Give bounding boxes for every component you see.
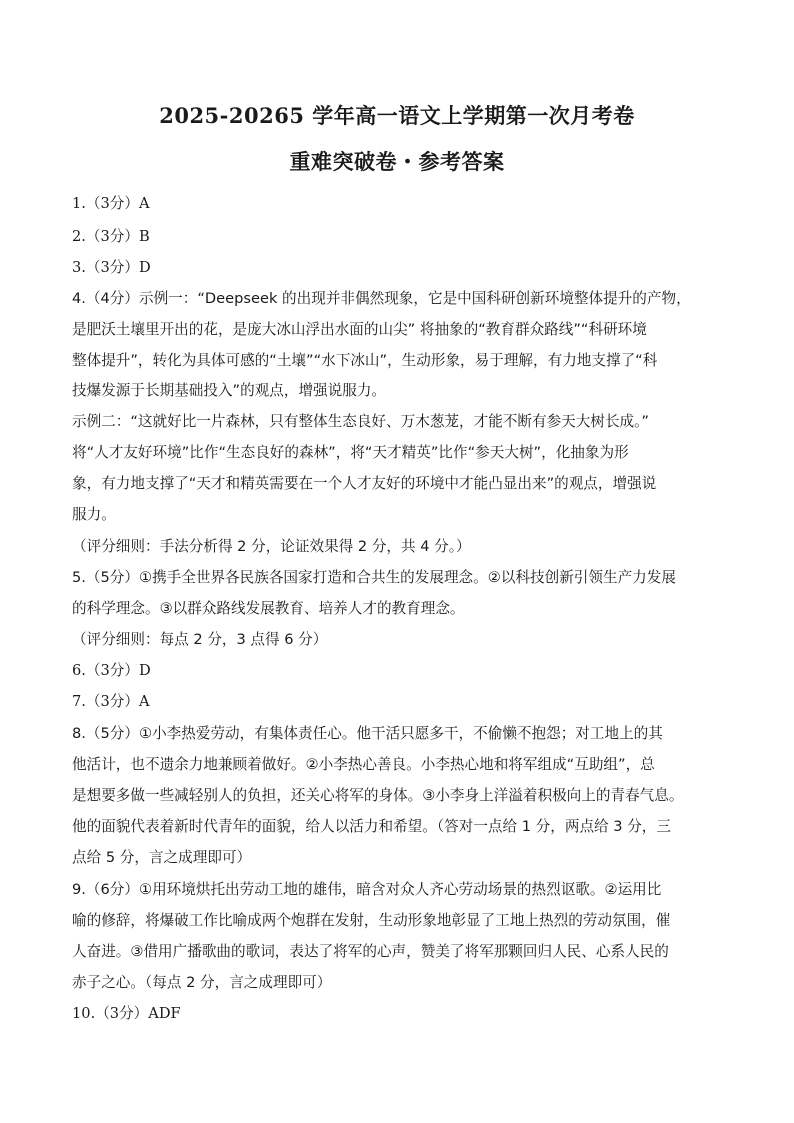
answer-9-line: 喻的修辞，将爆破工作比喻成两个炮群在发射，生动形象地彰显了工地上热烈的劳动氛围，催	[72, 912, 671, 929]
answer-4-line: 4.（4分）示例一：“Deepseek 的出现并非偶然现象，它是中国科研创新环境整体提升的产物，	[72, 290, 691, 307]
document-subtitle: 重难突破卷・参考答案	[289, 149, 505, 174]
answer-8-line: 8.（5分）①小李热爱劳动，有集体责任心。他干活只愿多干，不偷懒不抱怨；对工地上的其	[72, 725, 663, 742]
document-title: 2025-20265 学年高一语文上学期第一次月考卷	[159, 103, 635, 128]
answer-3: 3.（3分）D	[72, 259, 151, 276]
answer-10: 10.（3分）ADF	[72, 1005, 181, 1022]
answer-4-line: 整体提升”，转化为具体可感的“土壤”“水下冰山”，生动形象，易于理解，有力地支撑了“科	[72, 352, 658, 369]
answer-8-line: 点给 5 分，言之成理即可）	[72, 849, 252, 866]
answer-6: 6.（3分）D	[72, 662, 151, 679]
answer-4-scoring-note: （评分细则：手法分析得 2 分，论证效果得 2 分，共 4 分。）	[72, 538, 471, 555]
answer-4-line: 是肥沃土壤里开出的花，是庞大冰山浮出水面的山尖” 将抽象的“教育群众路线”“科研环境	[72, 321, 647, 338]
answer-5-line: 5.（5分）①携手全世界各民族各国家打造和合共生的发展理念。②以科技创新引领生产力发展	[72, 569, 676, 586]
answer-8-line: 是想要多做一些减轻别人的负担，还关心将军的身体。③小李身上洋溢着积极向上的青春气息。	[72, 787, 684, 804]
answer-8-line: 他的面貌代表着新时代青年的面貌，给人以活力和希望。（答对一点给 1 分，两点给 3 分，三	[72, 818, 671, 835]
answer-5-line: 的科学理念。③以群众路线发展教育、培养人才的教育理念。	[72, 600, 465, 617]
answer-4-line: 技爆发源于长期基础投入”的观点，增强说服力。	[72, 382, 387, 399]
answer-1: 1.（3分）A	[72, 195, 150, 212]
answer-7: 7.（3分）A	[72, 693, 150, 710]
answer-8-line: 他活计，也不遗余力地兼顾着做好。②小李热心善良。小李热心地和将军组成“互助组”，总	[72, 756, 655, 773]
answer-4-line: 服力。	[72, 506, 116, 523]
answer-4-line: 象，有力地支撑了“天才和精英需要在一个人才友好的环境中才能凸显出来”的观点，增强说	[72, 475, 657, 492]
answer-2: 2.（3分）B	[72, 228, 150, 245]
answer-9-line: 赤子之心。（每点 2 分，言之成理即可）	[72, 974, 332, 991]
answer-4-line: 示例二：“这就好比一片森林，只有整体生态良好、万木葱茏，才能不断有参天大树长成。”	[72, 413, 649, 430]
answer-5-scoring-note: （评分细则：每点 2 分，3 点得 6 分）	[72, 631, 328, 648]
answer-9-line: 9.（6分）①用环境烘托出劳动工地的雄伟，暗含对众人齐心劳动场景的热烈讴歌。②运用比	[72, 881, 662, 898]
answer-4-line: 将“人才友好环境”比作“生态良好的森林”，将“天才精英”比作“参天大树”，化抽象为形	[72, 444, 629, 461]
answer-9-line: 人奋进。③借用广播歌曲的歌词，表达了将军的心声，赞美了将军那颗回归人民、心系人民的	[72, 943, 669, 960]
